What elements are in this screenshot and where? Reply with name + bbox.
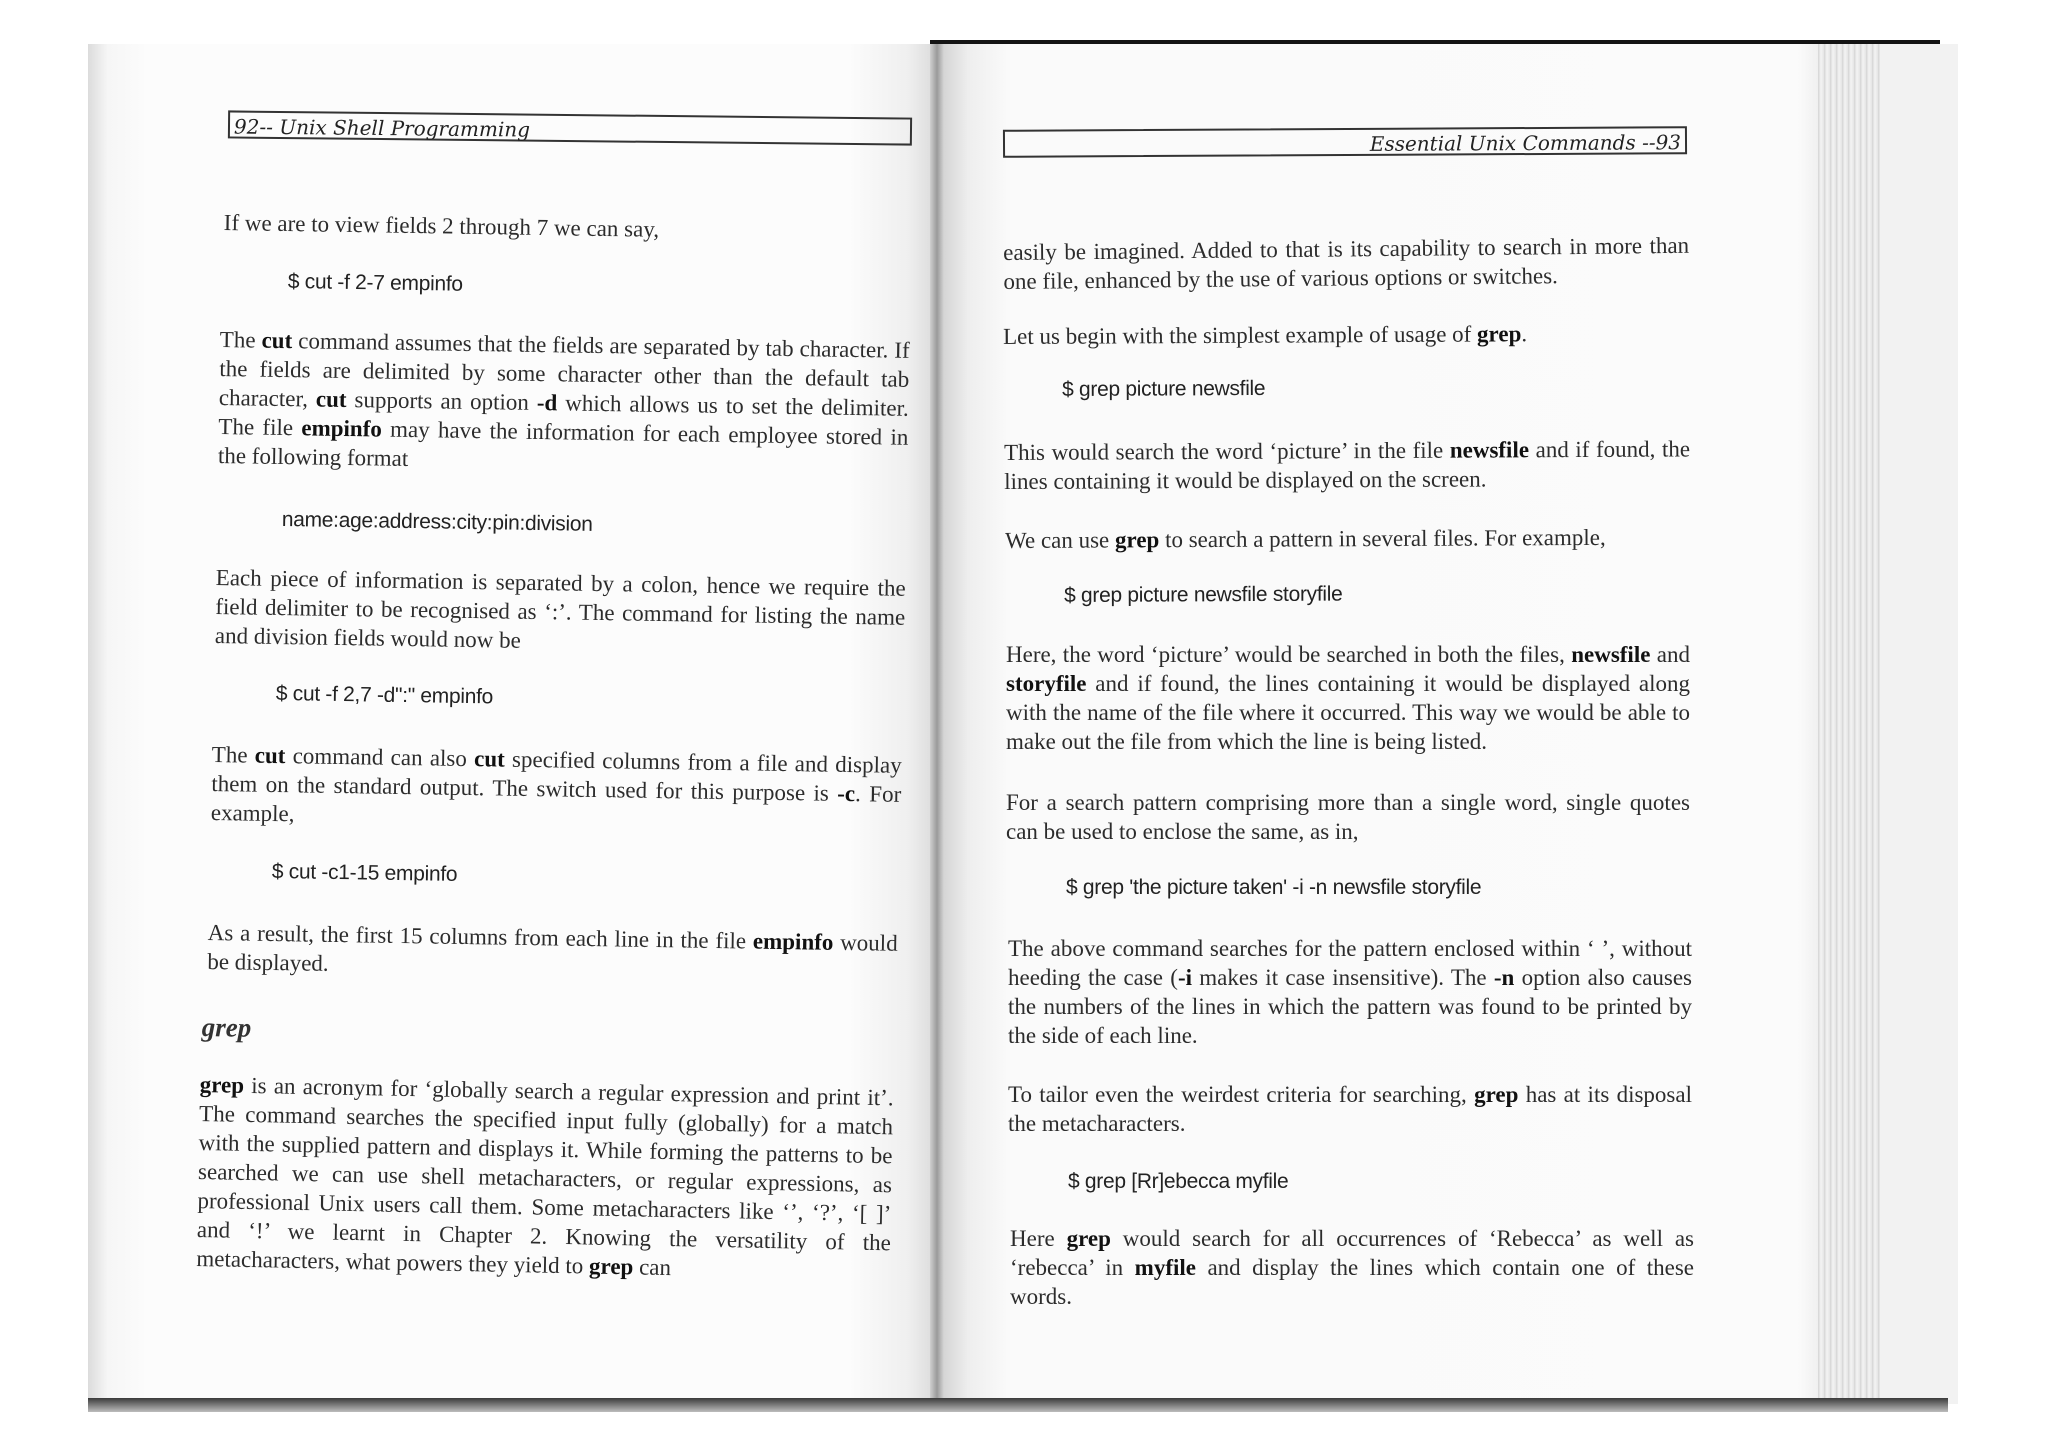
left-para-5 [207, 918, 898, 987]
right-para-9 [1010, 1224, 1694, 1311]
text-run: This would search the word ‘picture’ in the file [1004, 437, 1450, 465]
right-para-6-text: For a search pattern comprising more than a single word, single quotes can be used to enclose the same, as in, [1006, 790, 1690, 844]
right-page-header [1003, 126, 1687, 158]
text-run: can [633, 1254, 672, 1281]
bold-run: storyfile [1006, 671, 1087, 696]
text-run: Let us begin with the simplest example of usage of [1003, 321, 1478, 349]
bold-run: empinfo [752, 928, 834, 955]
text-run: Here, the word ‘picture’ would be searched in both the files, [1006, 642, 1572, 667]
text-run: makes it case insensitive). The [1192, 965, 1494, 990]
bold-run: cut [315, 386, 347, 412]
right-para-5 [1006, 640, 1690, 756]
left-header-text: 92-- Unix Shell Programming [233, 114, 531, 142]
right-code-1: $ grep picture newsfile [1062, 376, 1266, 401]
bold-run: grep [588, 1253, 634, 1280]
right-para-4 [1005, 522, 1691, 555]
right-para-8 [1008, 1080, 1692, 1138]
text-run: and if found, the lines containing it would be displayed along with the name of the file where it occurred. This way we would be able to make out the file from which the line is being listed. [1006, 671, 1690, 754]
right-para-1-text: easily be imagined. Added to that is its capability to search in more than one file, enhanced by the use of various options or switches. [1003, 232, 1690, 294]
bold-run: -i [1177, 965, 1193, 990]
left-para-6 [196, 1070, 894, 1286]
text-run: would search for all occurrences of ‘Rebecca’ as well as ‘rebecca’ in [1010, 1226, 1694, 1280]
left-code-1: $ cut -f 2-7 empinfo [287, 270, 463, 296]
right-para-6 [1006, 788, 1690, 846]
text-run: specified columns from a file and display them on the standard output. The switch used for this purpose is [211, 746, 902, 806]
text-run: and display the lines which contain one of these words. [1010, 1255, 1695, 1309]
bold-run: grep [1474, 1082, 1519, 1107]
left-para-4 [211, 740, 902, 838]
bottom-edge-shadow [88, 1398, 1948, 1412]
book-spine [930, 44, 944, 1404]
text-run: . [1521, 321, 1528, 347]
left-code-3: $ cut -f 2,7 -d":" empinfo [275, 682, 494, 709]
right-code-4: $ grep [Rr]ebecca myfile [1068, 1170, 1289, 1193]
text-run: The above command searches for the pattern enclosed within ‘ ’, without heeding the case ( [1008, 936, 1692, 990]
text-run: which allows us to set the delimiter. The file [218, 390, 909, 441]
text-run: to search a pattern in several files. For example, [1159, 524, 1606, 553]
bold-run: grep [1114, 527, 1160, 553]
text-run: may have the information for each employee stored in the following format [217, 416, 909, 471]
text-run: is an acronym for ‘globally search a regular expression and print it’. The command searches the specified input fully (globally) for a match with the supplied pattern and displays it. While forming the patterns to be searched we can use shell metacharacters, or regular expressions, as professional Unix users call them. Some metacharacters like ‘’, ‘?’, ‘[ ]’ and ‘!’ we learnt in Chapter 2. Knowing the versatility of the metacharacters, what powers they yield to [196, 1072, 894, 1279]
text-run: command assumes that the fields are separated by tab character. If the fields are delimited by some character other than the default tab character, [218, 328, 910, 412]
text-run: command can also [285, 743, 475, 772]
text-run: We can use [1005, 527, 1116, 553]
left-code-2: name:age:address:city:pin:division [281, 508, 593, 536]
right-para-2 [1003, 318, 1689, 351]
bold-run: myfile [1134, 1255, 1196, 1280]
right-para-3 [1004, 434, 1690, 496]
text-run: To tailor even the weirdest criteria for searching, [1008, 1082, 1475, 1107]
bold-run: -d [536, 389, 558, 416]
bold-run: grep [1066, 1226, 1111, 1251]
bold-run: cut [261, 327, 293, 354]
text-run: and if found, the lines containing it would be displayed on the screen. [1004, 436, 1691, 494]
left-para-2 [218, 325, 910, 481]
right-code-2: $ grep picture newsfile storyfile [1064, 582, 1343, 607]
bold-run: grep [1476, 321, 1522, 347]
text-run: Here [1010, 1226, 1067, 1251]
left-code-4: $ cut -c1-15 empinfo [271, 860, 458, 886]
text-run: supports an option [346, 386, 538, 415]
bold-run: grep [199, 1071, 245, 1098]
bold-run: -c [837, 780, 856, 807]
bold-run: -n [1493, 965, 1515, 990]
text-run: . For example, [210, 781, 902, 827]
bold-run: newsfile [1571, 642, 1651, 667]
text-run: As a result, the first 15 columns from each line in the file [207, 919, 754, 954]
text-run: option also causes the numbers of the lines in which the pattern was found to be printed by the side of each line. [1008, 965, 1692, 1048]
left-page-header [228, 110, 912, 145]
right-para-7 [1008, 934, 1692, 1050]
left-para-1-text: If we are to view fields 2 through 7 we can say, [223, 209, 660, 242]
left-para-3-text: Each piece of information is separated by a colon, hence we require the field delimiter to be recognised as ‘:’. The command for listing the name and division fields would now be [214, 564, 906, 653]
text-run: has at its disposal the metacharacters. [1008, 1082, 1692, 1136]
bold-run: newsfile [1449, 437, 1530, 463]
right-code-3: $ grep 'the picture taken' -i -n newsfile storyfile [1066, 876, 1482, 899]
right-para-1 [1003, 231, 1690, 296]
text-run: and [1650, 642, 1690, 667]
text-run: would be displayed. [207, 929, 898, 976]
text-run: The [211, 741, 255, 768]
left-para-3 [215, 563, 906, 661]
text-run: The [219, 326, 262, 353]
section-heading-grep: grep [201, 1012, 252, 1043]
book-cover-edge [1880, 44, 1958, 1404]
bold-run: cut [254, 742, 286, 769]
bold-run: cut [473, 746, 505, 772]
bold-run: empinfo [301, 415, 383, 442]
right-header-text: Essential Unix Commands --93 [1369, 130, 1682, 156]
